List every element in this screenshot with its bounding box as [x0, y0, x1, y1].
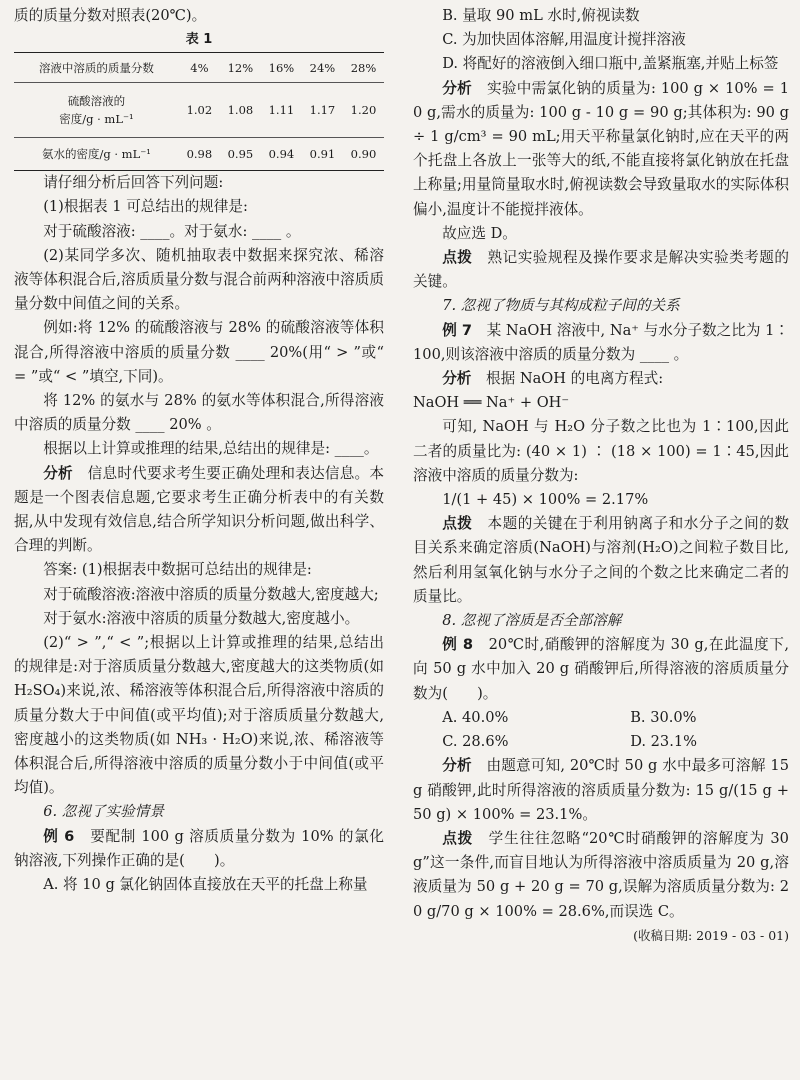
paragraph: 对于氨水:溶液中溶质的质量分数越大,密度越小。	[43, 609, 360, 627]
analysis-text: 实验中需氯化钠的质量为: 100 g × 10% = 10 g,需水的质量为: 100 g - 10 g = 90 g;其体积为: 90 g ÷ 1 g/cm³ = 90 mL;用天平称量氯化钠时,应在天平的两个托盘上各放上一张等大的纸,不能直接将氯化钠放在托盘上称量;用量筒量取水时,俯视读数会导致量取水的实际体积偏小,温度计不能搅拌液体。	[413, 79, 789, 218]
calculation: 1/(1 + 45) × 100% = 2.17%	[442, 491, 649, 509]
table-header-row	[14, 53, 384, 83]
paragraph: 答案: (1)根据表中数据可总结出的规律是:	[43, 561, 312, 579]
row-label-line: 密度/g · mL⁻¹	[59, 112, 134, 127]
table-row	[14, 83, 384, 138]
section-heading: 8. 忽视了溶质是否全部溶解	[442, 612, 622, 630]
example-label: 例 8	[442, 636, 474, 654]
table-row-label: 氨水的密度/g · mL⁻¹	[14, 138, 179, 171]
paragraph: (2)某同学多次、随机抽取表中数据来探究浓、稀溶液等体积混合后,溶质质量分数与混合前两种溶液中溶质质量分数中间值之间的关系。	[14, 246, 384, 313]
option-b: B. 30.0%	[630, 708, 697, 726]
example-label: 例 7	[442, 321, 473, 339]
tip-label: 点拨	[442, 515, 473, 533]
analysis-label: 分析	[442, 370, 472, 388]
tip-paragraph	[413, 246, 789, 294]
table-cell: 1.11	[261, 83, 302, 138]
analysis-paragraph	[14, 462, 384, 559]
paragraph: 对于硫酸溶液: ____。对于氨水: ____ 。	[43, 222, 301, 240]
analysis-text: 根据 NaOH 的电离方程式:	[486, 370, 664, 388]
table-row-label	[14, 83, 179, 138]
section-heading: 6. 忽视了实验情景	[43, 803, 164, 821]
example-text: 20℃时,硝酸钾的溶解度为 30 g,在此温度下,向 50 g 水中加入 20 g 硝酸钾后,所得溶液的溶质质量分数为( )。	[413, 636, 789, 702]
example-text: 要配制 100 g 溶质质量分数为 10% 的氯化钠溶液,下列操作正确的是( )。	[14, 827, 384, 869]
table-row	[14, 138, 384, 171]
right-column	[413, 4, 789, 948]
table-cell: 28%	[343, 53, 384, 83]
paragraph: 根据以上计算或推理的结果,总结出的规律是: ____。	[43, 440, 379, 458]
analysis-text: 信息时代要求考生要正确处理和表达信息。本题是一个图表信息题,它要求考生正确分析表中的有关数据,从中发现有效信息,结合所学知识分析问题,做出科学、合理的判断。	[14, 464, 384, 555]
table-cell: 4%	[179, 53, 220, 83]
table-cell: 16%	[261, 53, 302, 83]
tip-text: 学生往往忽略“20℃时硝酸钾的溶解度为 30 g”这一条件,而盲目地认为所得溶液中溶质质量为 20 g,溶液质量为 50 g + 20 g = 70 g,误解为溶质质量分数为: 20 g/70 g × 100% = 28.6%,而误选 C。	[413, 829, 789, 920]
table-cell: 0.91	[302, 138, 343, 171]
paragraph: 对于硫酸溶液:溶液中溶质的质量分数越大,密度越大;	[43, 585, 379, 603]
tip-paragraph	[413, 512, 789, 609]
option-a: A. 40.0%	[442, 708, 509, 726]
answer-text: 故应选 D。	[442, 224, 517, 242]
table-cell: 0.90	[343, 138, 384, 171]
tip-text: 本题的关键在于利用钠离子和水分子之间的数目关系来确定溶质(NaOH)与溶剂(H₂O)之间粒子数目比,然后利用氢氧化钠与水分子之间的个数之比来确定二者的质量比。	[413, 515, 789, 605]
density-table	[14, 52, 384, 171]
paragraph: 例如:将 12% 的硫酸溶液与 28% 的硫酸溶液等体积混合,所得溶液中溶质的质量分数 ____ 20%(用“ > ”或“ = ”或“ < ”填空,下同)。	[14, 319, 384, 385]
table-cell: 24%	[302, 53, 343, 83]
option-c: C. 28.6%	[442, 733, 509, 751]
example-text: 某 NaOH 溶液中, Na⁺ 与水分子数之比为 1∶100,则该溶液中溶质的质量分数为 ____ 。	[413, 321, 789, 363]
table-caption: 表 1	[185, 32, 213, 48]
option-a: A. 将 10 g 氯化钠固体直接放在天平的托盘上称量	[43, 876, 368, 894]
section-heading: 7. 忽视了物质与其构成粒子间的关系	[442, 297, 680, 315]
analysis-label: 分析	[442, 79, 473, 97]
tip-text: 熟记实验规程及操作要求是解决实验类考题的关键。	[413, 249, 789, 291]
analysis-label: 分析	[43, 464, 73, 482]
table-cell: 1.02	[179, 83, 220, 138]
left-column	[14, 4, 384, 897]
analysis-paragraph	[413, 754, 789, 827]
example-paragraph	[413, 319, 789, 367]
paragraph: 将 12% 的氨水与 28% 的氨水等体积混合,所得溶液中溶质的质量分数 ____ 20% 。	[14, 392, 384, 434]
tip-label: 点拨	[442, 249, 473, 267]
paragraph: (2)“ > ”,“ < ”;根据以上计算或推理的结果,总结出的规律是:对于溶质质量分数越大,密度越大的这类物质(如 H₂SO₄)来说,浓、稀溶液等体积混合后,所得溶液中溶质的质量分数大于中间值(或平均值);对于溶质质量分数越大,密度越小的这类物质(如 NH₃ · H₂O)来说,浓、稀溶液等体积混合后,所得溶液中溶质的质量分数小于中间值(或平均值)。	[14, 634, 384, 797]
example-paragraph	[413, 633, 789, 706]
received-date: (收稿日期: 2019 - 03 - 01)	[633, 927, 789, 943]
table-header-label: 溶液中溶质的质量分数	[14, 53, 179, 83]
options-grid	[413, 706, 789, 754]
table-cell: 12%	[220, 53, 261, 83]
table-cell: 0.95	[220, 138, 261, 171]
example-label: 例 6	[43, 827, 75, 845]
paragraph: (1)根据表 1 可总结出的规律是:	[43, 198, 248, 216]
equation: NaOH ══ Na⁺ + OH⁻	[413, 394, 570, 412]
option-d: D. 23.1%	[630, 733, 698, 751]
table-cell: 1.08	[220, 83, 261, 138]
option-d: D. 将配好的溶液倒入细口瓶中,盖紧瓶塞,并贴上标签	[442, 55, 779, 73]
option-b: B. 量取 90 mL 水时,俯视读数	[442, 7, 640, 24]
intro-text: 质的质量分数对照表(20℃)。	[14, 7, 207, 24]
example-paragraph	[14, 825, 384, 873]
table-cell: 0.98	[179, 138, 220, 171]
tip-paragraph	[413, 827, 789, 943]
option-c: C. 为加快固体溶解,用温度计搅拌溶液	[442, 31, 686, 49]
analysis-label: 分析	[442, 757, 472, 775]
analysis-text: 由题意可知, 20℃时 50 g 水中最多可溶解 15 g 硝酸钾,此时所得溶液的溶质质量分数为: 15 g/(15 g + 50 g) × 100% = 23.1%。	[413, 757, 789, 823]
tip-label: 点拨	[442, 829, 474, 847]
table-cell: 1.20	[343, 83, 384, 138]
analysis-paragraph	[413, 77, 789, 222]
paragraph: 请仔细分析后回答下列问题:	[43, 174, 224, 192]
row-label-line: 硫酸溶液的	[67, 94, 126, 109]
analysis-paragraph	[413, 367, 789, 391]
table-cell: 1.17	[302, 83, 343, 138]
paragraph: 可知, NaOH 与 H₂O 分子数之比也为 1∶100,因此二者的质量比为: (40 × 1) ∶ (18 × 100) = 1∶45,因此溶液中溶质的质量分数为:	[413, 418, 789, 484]
table-cell: 0.94	[261, 138, 302, 171]
